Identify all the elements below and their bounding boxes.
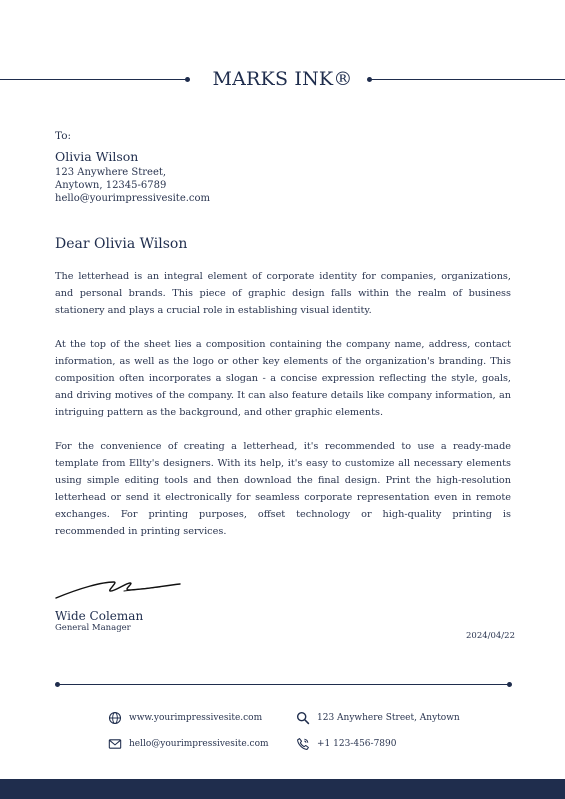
footer-email-text: hello@yourimpressivesite.com xyxy=(129,739,269,749)
signature-image xyxy=(52,574,184,602)
signer-title: General Manager xyxy=(55,623,131,633)
footer-phone-text: +1 123-456-7890 xyxy=(317,739,397,749)
letter-date: 2024/04/22 xyxy=(466,631,515,641)
body-paragraph-1: The letterhead is an integral element of corporate identity for companies, organizations, and personal brands. This piece of graphic design falls within the realm of business stationery and plays a crucial role in establishing visual identity. xyxy=(55,271,511,316)
footer-email[interactable] xyxy=(108,737,269,751)
footer-rule xyxy=(57,684,509,685)
footer-website-text: www.yourimpressivesite.com xyxy=(129,713,263,723)
phone-icon xyxy=(296,737,310,751)
search-icon xyxy=(296,711,310,725)
footer-address xyxy=(296,711,460,725)
recipient-name: Olivia Wilson xyxy=(55,149,139,164)
footer-address-text: 123 Anywhere Street, Anytown xyxy=(317,713,460,723)
header-rule-right xyxy=(370,79,565,80)
recipient-email: hello@yourimpressivesite.com xyxy=(55,193,211,204)
to-label: To: xyxy=(55,130,72,142)
footer-dot-right xyxy=(507,682,512,687)
body-paragraph-2: At the top of the sheet lies a composition containing the company name, address, contact information, as well as the logo or other key elements of the organization's branding. This composition often incorporates a slogan - a concise expression reflecting the style, goals, and driving motives of the company. It can also feature details like company information, an intriguing pattern as the background, and other graphic elements. xyxy=(55,339,511,418)
mail-icon xyxy=(108,737,122,751)
recipient-address-line2: Anytown, 12345-6789 xyxy=(55,180,167,191)
signer-name: Wide Coleman xyxy=(55,609,144,623)
brand-name: MARKS INK® xyxy=(212,68,353,90)
footer-website[interactable] xyxy=(108,711,262,725)
recipient-address-line1: 123 Anywhere Street, xyxy=(55,167,167,178)
globe-icon xyxy=(108,711,122,725)
footer-bar xyxy=(0,779,565,799)
body-paragraph-3: For the convenience of creating a letterhead, it's recommended to use a ready-made template from Ellty's designers. With its help, it's easy to customize all necessary elements using simple editing tools and then download the final design. Print the high-resolution letterhead or send it electronically for seamless corporate representation even in remote exchanges. For printing purposes, offset technology or high-quality printing is recommended in printing services. xyxy=(55,441,511,537)
greeting: Dear Olivia Wilson xyxy=(55,236,188,252)
footer-phone[interactable] xyxy=(296,737,396,751)
